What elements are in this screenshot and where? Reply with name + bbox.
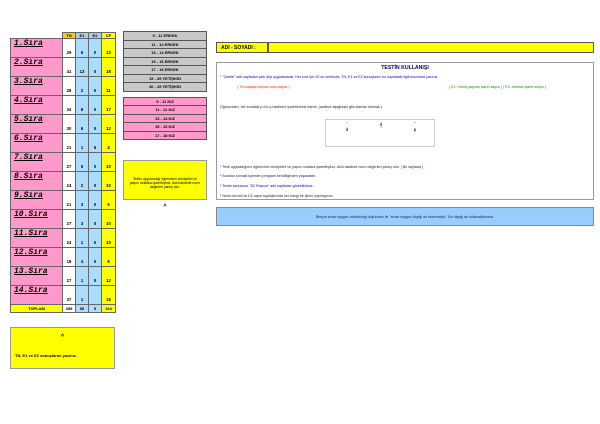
norm-option-female[interactable]: 9 - 11 KIZ bbox=[124, 97, 207, 106]
table-row bbox=[11, 286, 116, 305]
norm-option-male[interactable]: 15 - 16 ERKEK bbox=[124, 57, 207, 66]
cp-cell: 6 bbox=[102, 191, 116, 210]
header-tn: TN bbox=[63, 33, 76, 39]
tn-cell[interactable]: 28 bbox=[63, 77, 76, 96]
table-row bbox=[11, 229, 116, 248]
cp-cell: 6 bbox=[102, 248, 116, 267]
tn-cell[interactable]: 27 bbox=[63, 210, 76, 229]
total-e2: 5 bbox=[89, 305, 102, 313]
note-text: Testin uygulandığı öğrencinin cinsiyetini ve yaşını mutlaka işaretleyiniz. Aksi takdirde norm değerleri yanlış olur. bbox=[129, 177, 201, 190]
tn-cell[interactable]: 21 bbox=[63, 134, 76, 153]
cp-cell: 10 bbox=[102, 229, 116, 248]
table-row bbox=[11, 210, 116, 229]
cp-cell: 10 bbox=[102, 153, 116, 172]
tn-cell[interactable]: 24 bbox=[63, 172, 76, 191]
table-row bbox=[11, 191, 116, 210]
instruction-note: * Testi uyguladığınız öğrencinin cinsiyetini ve yaşını mutlaka işaretleyiniz. Aksi takdirde norm değerleri yanlış olur. ( Bu sayfada ) bbox=[220, 165, 424, 169]
anxiety-scale-text: Bireyin sınav kaygısı olabileceği düşüncesi ile "sınav kaygısı ölçeği de eklenmiştir." Bu ölçeği de kullanabilirsiniz. bbox=[315, 215, 495, 219]
note-text: TN, E1 ve E2 sonuçlarını yazınız. bbox=[15, 353, 77, 358]
row-label: 1.Sıra bbox=[11, 39, 63, 58]
name-label: ADI - SOYADI : bbox=[216, 42, 268, 53]
norm-option-female[interactable]: 17 - 18 KIZ bbox=[124, 131, 207, 140]
tn-cell[interactable]: 34 bbox=[63, 96, 76, 115]
row-label: 6.Sıra bbox=[11, 134, 63, 153]
e1-cell[interactable]: 6 bbox=[76, 39, 89, 58]
e1-cell[interactable]: 6 bbox=[76, 115, 89, 134]
instruction-line-green: ( E1: Yanlış yapılan işaret sayısı ) ( E2: Atlanan işaret sayısı ) bbox=[449, 85, 547, 89]
row-label: 7.Sıra bbox=[11, 153, 63, 172]
tn-cell[interactable]: 18 bbox=[63, 248, 76, 267]
row-label: 13.Sıra bbox=[11, 267, 63, 286]
cp-cell: 17 bbox=[102, 96, 116, 115]
table-row bbox=[11, 39, 116, 58]
cp-cell: 11 bbox=[102, 77, 116, 96]
e2-cell[interactable]: 5 bbox=[89, 134, 102, 153]
instruction-note: * Testin sonucunu "D2 Raporu" adlı sayfadan görebilirsiniz. bbox=[220, 184, 314, 188]
cp-cell: 4 bbox=[102, 134, 116, 153]
instruction-line: Öğrenciden, her sıradaki p,d,b,q harflerini işaretlemesi istenir. (sadece aşağıdaki gibi olanları bulmak.) bbox=[220, 105, 382, 109]
total-label: TOPLAM bbox=[11, 305, 63, 313]
table-row bbox=[11, 172, 116, 191]
instruction-note-left bbox=[10, 327, 115, 369]
cp-cell: 18 bbox=[102, 58, 116, 77]
table-row bbox=[11, 248, 116, 267]
sample-letter: d ¨ bbox=[379, 123, 383, 133]
row-label: 3.Sıra bbox=[11, 77, 63, 96]
header-cp: CP bbox=[102, 33, 116, 39]
e1-cell[interactable]: 1 bbox=[76, 134, 89, 153]
norm-option-female[interactable]: 15 - 16 KIZ bbox=[124, 123, 207, 132]
total-e1: 55 bbox=[76, 305, 89, 313]
caret-up-icon: ^ bbox=[60, 334, 65, 340]
table-row bbox=[11, 267, 116, 286]
caret-up-icon: ^ bbox=[163, 204, 167, 210]
instruction-line: * "Çetele" adlı sayfadan çıktı alıp uygulanacak. Her sıra için 20 sn verilecek. TN, E1 ve E2 sonuçlarını bu sayfadaki ilgili kısımlara yazınız. bbox=[220, 75, 439, 79]
tn-cell[interactable]: 41 bbox=[63, 58, 76, 77]
e2-cell[interactable]: 0 bbox=[89, 58, 102, 77]
e2-cell[interactable]: 0 bbox=[89, 210, 102, 229]
cp-cell: 12 bbox=[102, 115, 116, 134]
e1-cell[interactable]: 1 bbox=[76, 267, 89, 286]
total-cp: 164 bbox=[102, 305, 116, 313]
tn-cell[interactable]: 27 bbox=[63, 153, 76, 172]
row-label: 11.Sıra bbox=[11, 229, 63, 248]
total-row bbox=[11, 305, 116, 313]
e1-cell[interactable]: 1 bbox=[76, 229, 89, 248]
norm-option-male[interactable]: 40 - 49 YETİŞKİN bbox=[124, 83, 207, 92]
instructions-panel bbox=[216, 62, 594, 200]
instructions-title: TESTİN KULLANIŞI bbox=[381, 65, 429, 71]
scores-table bbox=[10, 32, 116, 313]
row-label: 14.Sıra bbox=[11, 286, 63, 305]
tn-cell[interactable]: 29 bbox=[63, 39, 76, 58]
e1-cell[interactable]: 5 bbox=[76, 153, 89, 172]
tn-cell[interactable]: 37 bbox=[63, 286, 76, 305]
name-input[interactable] bbox=[268, 42, 594, 53]
e1-cell[interactable]: 4 bbox=[76, 248, 89, 267]
cp-cell: 10 bbox=[102, 210, 116, 229]
instruction-note-middle bbox=[123, 160, 207, 200]
table-row bbox=[11, 134, 116, 153]
row-label: 4.Sıra bbox=[11, 96, 63, 115]
table-row bbox=[11, 115, 116, 134]
sample-letter: ¨ p bbox=[413, 123, 417, 133]
e1-cell[interactable]: 3 bbox=[76, 191, 89, 210]
instruction-line-red: ( TN:ulaşılan toplam soru sayısı ) bbox=[237, 85, 290, 89]
e2-cell[interactable]: 0 bbox=[89, 77, 102, 96]
norm-option-female[interactable]: 13 - 14 KIZ bbox=[124, 114, 207, 123]
table-row bbox=[11, 77, 116, 96]
header-e1: E1 bbox=[76, 33, 89, 39]
tn-cell[interactable]: 24 bbox=[63, 229, 76, 248]
e2-cell[interactable]: 0 bbox=[89, 39, 102, 58]
e2-cell[interactable]: 0 bbox=[89, 172, 102, 191]
e1-cell[interactable]: 3 bbox=[76, 210, 89, 229]
row-label: 2.Sıra bbox=[11, 58, 63, 77]
e1-cell[interactable]: 8 bbox=[76, 96, 89, 115]
instruction-note: * Bundan sonraki işlemleri program kendiliğinden yapacaktır. bbox=[220, 174, 317, 178]
instruction-note: * Norm-formül ve D2 rapor sayfalarında her hangi bir işlem yapmayınız. bbox=[220, 194, 334, 198]
e2-cell[interactable] bbox=[89, 286, 102, 305]
cp-cell: 12 bbox=[102, 267, 116, 286]
tn-cell[interactable]: 27 bbox=[63, 267, 76, 286]
e1-cell[interactable]: 13 bbox=[76, 58, 89, 77]
header-e2: E2 bbox=[89, 33, 102, 39]
e2-cell[interactable]: 0 bbox=[89, 115, 102, 134]
row-label: 10.Sıra bbox=[11, 210, 63, 229]
e2-cell[interactable]: 0 bbox=[89, 267, 102, 286]
norm-option-male[interactable]: 13 - 14 ERKEK bbox=[124, 49, 207, 58]
table-row bbox=[11, 58, 116, 77]
table-row bbox=[11, 96, 116, 115]
sample-letters-box bbox=[325, 119, 435, 147]
norm-option-male[interactable]: 17 - 18 ERKEK bbox=[124, 66, 207, 75]
row-label: 12.Sıra bbox=[11, 248, 63, 267]
table-row bbox=[11, 153, 116, 172]
e1-cell[interactable]: 1 bbox=[76, 286, 89, 305]
total-tn: 358 bbox=[63, 305, 76, 313]
norm-option-male[interactable]: 9 - 11 ERKEK bbox=[124, 32, 207, 41]
norm-option-male[interactable]: 11 - 12 ERKEK bbox=[124, 40, 207, 49]
e2-cell[interactable]: 0 bbox=[89, 153, 102, 172]
e1-cell[interactable]: 2 bbox=[76, 77, 89, 96]
norm-option-male[interactable]: 19 - 39 YETİŞKİN bbox=[124, 74, 207, 83]
anxiety-scale-link[interactable] bbox=[216, 207, 594, 226]
e2-cell[interactable]: 0 bbox=[89, 96, 102, 115]
e2-cell[interactable]: 0 bbox=[89, 229, 102, 248]
sample-letter: ¨ d bbox=[345, 123, 349, 133]
cp-cell: 15 bbox=[102, 286, 116, 305]
cp-cell: 10 bbox=[102, 172, 116, 191]
cp-cell: 13 bbox=[102, 39, 116, 58]
e2-cell[interactable]: 0 bbox=[89, 248, 102, 267]
row-label: 5.Sıra bbox=[11, 115, 63, 134]
e1-cell[interactable]: 2 bbox=[76, 172, 89, 191]
norm-option-female[interactable]: 11 - 12 KIZ bbox=[124, 106, 207, 115]
e2-cell[interactable]: 0 bbox=[89, 191, 102, 210]
tn-cell[interactable]: 21 bbox=[63, 191, 76, 210]
norm-selection-table bbox=[123, 31, 207, 140]
row-label: 9.Sıra bbox=[11, 191, 63, 210]
tn-cell[interactable]: 30 bbox=[63, 115, 76, 134]
row-label: 8.Sıra bbox=[11, 172, 63, 191]
